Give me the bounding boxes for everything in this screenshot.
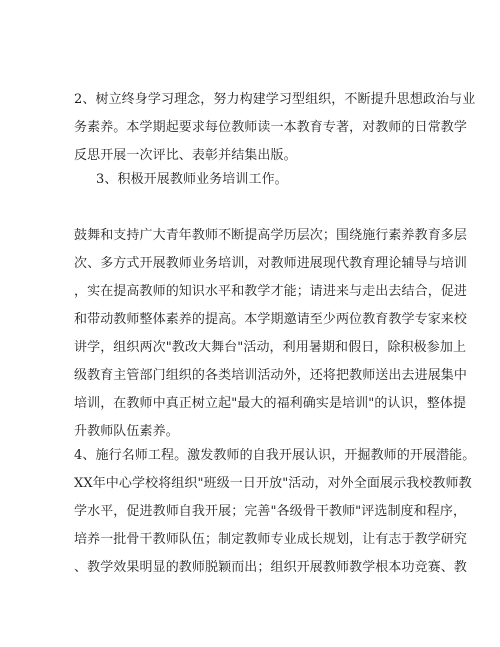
paragraph-famous-teacher-project — [74, 442, 476, 582]
text-line: 培养一批骨干教师队伍；制定教师专业成长规划，让有志于教学研究 — [74, 532, 468, 547]
text-line: 鼓舞和支持广大青年教师不断提高学历层次；围绕施行素养教育多层 — [74, 228, 468, 243]
text-line: 务素养。本学期起要求每位教师读一本教育专著，对教师的日常教学 — [74, 120, 468, 135]
text-line: 2、树立终身学习理念，努力构建学习型组织，不断提升思想政治与业 — [74, 92, 476, 107]
text-line: 反思开展一次评比、表彰并结集出版。 — [74, 148, 297, 163]
text-line: 次、多方式开展教师业务培训，对教师进展现代教育理论辅导与培训 — [74, 256, 468, 271]
text-line: 、教学效果明显的教师脱颖而出；组织开展教师教学根本功竞赛、教 — [74, 560, 468, 575]
text-line: 讲学，组织两次"教改大舞台"活动，利用暑期和假日，除积极参加上 — [74, 340, 467, 355]
text-line: 4、施行名师工程。激发教师的自我开展认识，开掘教师的开展潜能。 — [74, 448, 476, 463]
text-line: 学水平，促进教师自我开展；完善"各级骨干教师"评选制度和程序， — [74, 504, 467, 519]
text-line: XX年中心学校将组织"班级一日开放"活动，对外全面展示我校教师教 — [74, 476, 472, 491]
text-line: 3、积极开展教师业务培训工作。 — [96, 172, 288, 187]
paragraph-lifelong-learning — [74, 86, 476, 170]
text-line: 和带动教师整体素养的提高。本学期邀请至少两位教育教学专家来校 — [74, 312, 468, 327]
text-line: 培训，在教师中真正树立起"最大的福利确实是培训"的认识，整体提 — [74, 396, 467, 411]
text-line: 升教师队伍素养。 — [74, 424, 179, 439]
text-line: ，实在提高教师的知识水平和教学才能；请进来与走出去结合，促进 — [74, 284, 468, 299]
text-line: 级教育主管部门组织的各类培训活动外，还将把教师送出去进展集中 — [74, 368, 468, 383]
paragraph-training-details — [74, 222, 468, 446]
section-heading-teacher-training — [96, 166, 476, 194]
